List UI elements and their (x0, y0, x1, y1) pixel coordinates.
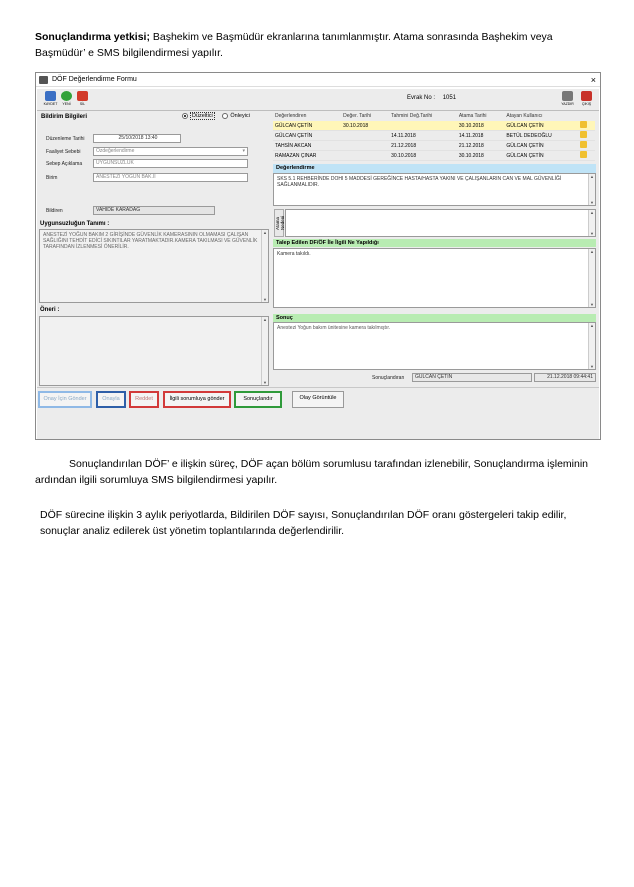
faaliyet-sebebi-label: Faaliyet Sebebi (46, 149, 81, 155)
degerlendirme-scrollbar[interactable] (588, 174, 595, 205)
cell-tahmini: 30.10.2018 (389, 151, 457, 161)
cell-atama: 30.10.2018 (457, 121, 505, 131)
app-icon (39, 76, 48, 84)
cell-atama: 21.12.2018 (457, 141, 505, 151)
toolbar (37, 89, 599, 111)
cell-atayan: GÜLCAN ÇETİN (504, 121, 578, 131)
cell-degerlendiren: RAMAZAN ÇINAR (273, 151, 341, 161)
sonuc-text: Anestezi Yoğun bakım ünitesine kamera takılmıştır. (277, 325, 391, 331)
col-atama: Atama Tarihi (458, 113, 487, 119)
flag-icon[interactable] (580, 131, 587, 138)
birim-field[interactable]: ANESTEZİ YOĞUN BAK.II (93, 173, 248, 182)
cell-degerlendiren: TAHSİN AKCAN (273, 141, 341, 151)
radio-duzeltici[interactable] (182, 113, 215, 119)
radio-duzeltici-label: Düzeltici (192, 113, 213, 120)
form-body (37, 111, 599, 439)
cell-action (578, 151, 595, 161)
oneri-scrollbar[interactable] (261, 317, 268, 385)
sonuc-textarea[interactable] (273, 322, 596, 370)
degerlendiren-grid (273, 111, 595, 161)
radio-checked-icon (182, 113, 188, 119)
uygunsuzluk-textarea[interactable] (39, 229, 269, 303)
exit-button[interactable] (579, 91, 594, 108)
window-title: DÖF Değerlendirme Formu (52, 76, 137, 83)
cell-deger-tarihi (341, 141, 389, 151)
sonuc-tarih-field: 21.12.2018 09:44:41 (534, 373, 596, 382)
cell-atama: 30.10.2018 (457, 151, 505, 161)
reddet-button[interactable]: Reddet (129, 391, 159, 408)
evrak-no-label: Evrak No : (407, 95, 436, 101)
cell-deger-tarihi: 30.10.2018 (341, 121, 389, 131)
col-deger-tarihi: Değer. Tarihi (343, 113, 372, 119)
talep-textarea[interactable] (273, 248, 596, 308)
atama-nedeni-scrollbar[interactable] (588, 210, 595, 236)
sonuclandiran-label: Sonuçlandıran (372, 375, 405, 381)
save-icon (45, 91, 56, 101)
talep-text: Kamera takıldı. (277, 251, 311, 257)
exit-label: ÇIKIŞ (581, 102, 592, 106)
cell-tahmini: 14.11.2018 (389, 131, 457, 141)
delete-icon (77, 91, 88, 101)
flag-icon[interactable] (580, 141, 587, 148)
delete-label: SİL (79, 102, 86, 106)
cell-atayan: GÜLCAN ÇETİN (504, 141, 578, 151)
col-tahmini: Tahmini Değ.Tarihi (391, 113, 433, 119)
save-label: KAYDET (43, 102, 58, 106)
evrak-no (407, 95, 456, 101)
new-label: YENİ (62, 102, 71, 106)
olay-goruntule-button[interactable]: Olay Görüntüle (292, 391, 344, 408)
flag-icon[interactable] (580, 151, 587, 158)
duzenleme-tarihi-field[interactable]: 25/10/2018 13:40 (93, 134, 181, 143)
sonuclandiran-field: GÜLCAN ÇETİN (412, 373, 532, 382)
oneri-header: Öneri : (40, 307, 60, 313)
new-button[interactable] (59, 91, 74, 108)
close-icon[interactable]: × (590, 75, 596, 85)
paragraph-3: DÖF sürecine ilişkin 3 aylık periyotlarda, Bildirilen DÖF sayısı, Sonuçlandırılan DÖF oranı göstergeleri takip edilir, sonuçlar analiz edilerek üst yönetim toplantılarında değerlendirilir. (40, 509, 567, 537)
degerlendirme-header: Değerlendirme (273, 164, 596, 173)
degerlendirme-text: SKS 5.1 REHBERİNDE DOHI 5 MADDESİ GEREĞİNCE HASTA/HASTA YAKINI VE ÇALIŞANLARIN CAN VE MAL GÜVENLİĞİ SAĞLANMALIDIR. (277, 176, 562, 188)
print-label: YAZDIR (561, 102, 574, 106)
intro-paragraph (35, 29, 595, 61)
cell-degerlendiren: GÜLCAN ÇETİN (273, 131, 341, 141)
cell-atayan: GÜLCAN ÇETİN (504, 151, 578, 161)
sonuc-scrollbar[interactable] (588, 323, 595, 369)
cell-action (578, 131, 595, 141)
col-degerlendiren: Değerlendiren (275, 113, 307, 119)
col-action (578, 111, 595, 121)
faaliyet-sebebi-value: Özdeğerlendirme (96, 148, 135, 154)
bildiren-field: VAHİDE KARADAĞ (93, 206, 215, 215)
table-row[interactable] (273, 121, 595, 131)
exit-icon (581, 91, 592, 101)
oneri-textarea[interactable] (39, 316, 269, 386)
bildiren-label: Bildiren (46, 208, 63, 214)
cell-action (578, 141, 595, 151)
ilgili-sorumluya-gonder-button[interactable]: İlgili sorumluya gönder (163, 391, 231, 408)
radio-onleyici[interactable] (222, 113, 250, 119)
table-row[interactable] (273, 131, 595, 141)
paragraph-2: Sonuçlandırılan DÖF’ e ilişkin süreç, DÖF açan bölüm sorumlusu tarafından izlenebilir, Sonuçlandırma işleminin ardından ilgili sorumluya SMS bilgilendirmesi yapılır. (35, 458, 589, 486)
uygunsuzluk-scrollbar[interactable] (261, 230, 268, 302)
sebep-aciklama-label: Sebep Açıklama (46, 161, 83, 167)
bildirim-header: Bildirim Bilgileri (41, 114, 88, 120)
chevron-down-icon: ▾ (242, 148, 245, 154)
cell-tahmini: 21.12.2018 (389, 141, 457, 151)
uygunsuzluk-text: ANESTEZİ YOĞUN BAKIM 2 GİRİŞİNDE GÜVENLİK KAMERASININ OLMAMASI ÇALIŞAN SAĞLIĞINI TEHDİT EDİCİ SIKINTILAR YARATMAKTADIR.KAMERA TAKILMASI VE GÜVENLİK TARAFINDAN İZLENMESİ ÖNERİLİR. (43, 232, 258, 250)
cell-deger-tarihi (341, 131, 389, 141)
type-radio-group (182, 113, 250, 119)
radio-onleyici-label: Önleyici (230, 113, 250, 120)
flag-icon[interactable] (580, 121, 587, 128)
talep-scrollbar[interactable] (588, 249, 595, 307)
birim-label: Birim (46, 175, 58, 181)
atama-nedeni-tab[interactable]: Atama Nedeni (274, 209, 284, 237)
cell-deger-tarihi (341, 151, 389, 161)
sonuclandir-button[interactable]: Sonuçlandır (234, 391, 282, 408)
duzenleme-tarihi-label: Düzenleme Tarihi (46, 136, 85, 142)
cell-tahmini (389, 121, 457, 131)
sonuc-header: Sonuç (273, 314, 596, 322)
atama-nedeni-textarea[interactable] (285, 209, 596, 237)
sebep-aciklama-field[interactable]: UYGUNSUZLUK (93, 159, 248, 168)
radio-unchecked-icon (222, 113, 228, 119)
intro-text: Başhekim ve Başmüdür ekranlarına tanımlanmıştır. Atama sonrasında Başhekim veya Başmüdür’ e SMS bilgilendirmesi yapılır. (35, 31, 553, 59)
new-icon (61, 91, 72, 101)
print-icon (562, 91, 573, 101)
faaliyet-sebebi-select[interactable] (93, 147, 248, 156)
onay-icin-gonder-button[interactable]: Onay İçin Gönder (38, 391, 92, 408)
talep-header: Talep Edilen DF/ÖF İle İlgili Ne Yapıldığı (273, 239, 596, 247)
evrak-no-value: 1051 (442, 95, 457, 101)
degerlendirme-textarea[interactable] (273, 173, 596, 206)
cell-atayan: BETÜL DEDEOĞLU (504, 131, 578, 141)
cell-action (578, 121, 595, 131)
print-button[interactable] (560, 91, 575, 108)
cell-atama: 14.11.2018 (457, 131, 505, 141)
intro-bold: Sonuçlandırma yetkisi; (35, 31, 150, 43)
divider (37, 387, 599, 388)
onayla-button[interactable]: Onayla (96, 391, 126, 408)
col-atayan: Atayan Kullanıcı (506, 113, 543, 119)
save-button[interactable] (43, 91, 58, 108)
window-titlebar (36, 73, 600, 87)
table-row[interactable] (273, 141, 595, 151)
delete-button[interactable] (75, 91, 90, 108)
dof-form-window (35, 72, 601, 440)
table-row[interactable] (273, 151, 595, 161)
cell-degerlendiren: GÜLCAN ÇETİN (273, 121, 341, 131)
uygunsuzluk-header: Uygunsuzluğun Tanımı : (40, 221, 110, 227)
